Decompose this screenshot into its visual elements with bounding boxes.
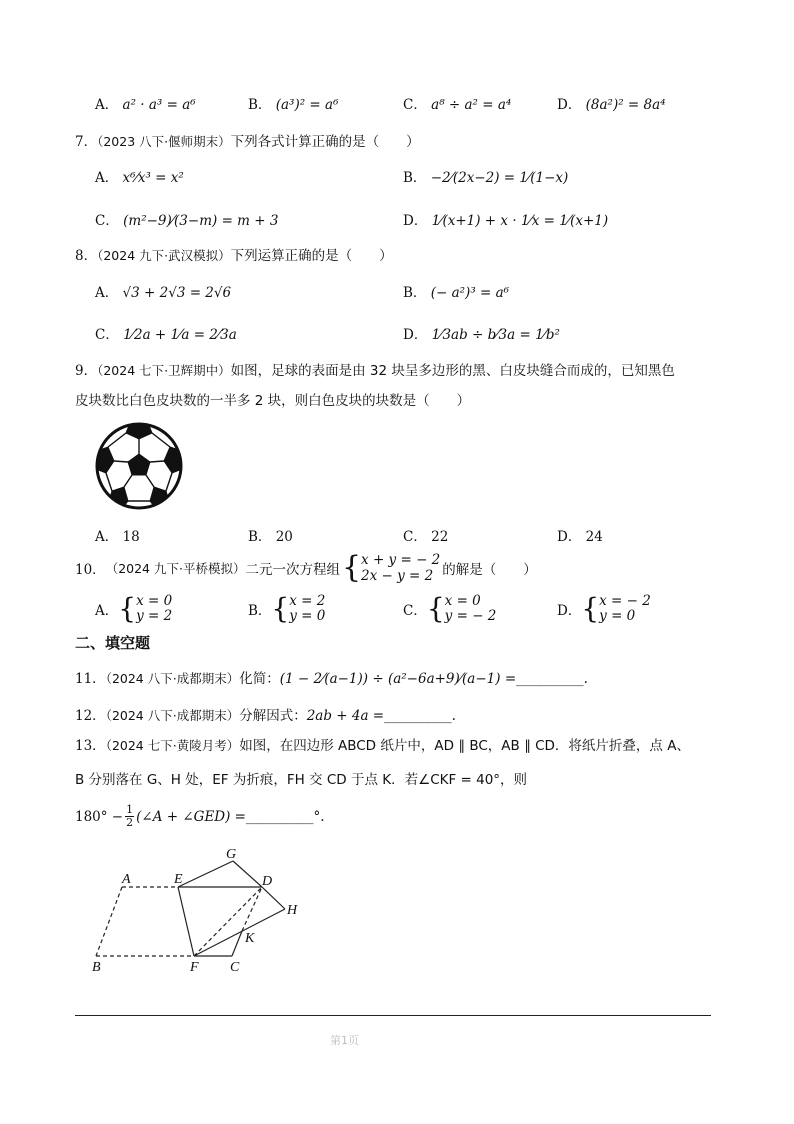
answer-blank[interactable]: __________	[516, 671, 584, 687]
end-punct: .	[583, 671, 588, 687]
option-expr: −2⁄(2x−2) = 1⁄(1−x)	[430, 170, 569, 186]
option-expr: 24	[585, 529, 603, 545]
section-title: 二、填空题	[75, 634, 151, 652]
option-label: B．	[403, 170, 427, 186]
option-label: D．	[557, 529, 582, 545]
option-label: A．	[95, 285, 119, 301]
system-eq2: 2x − y = 2	[361, 568, 434, 584]
q8-option-c	[95, 323, 237, 343]
q9-option-d	[557, 525, 603, 545]
question-number: 12．	[75, 708, 106, 724]
point-label-H: H	[287, 903, 298, 918]
line3-post: (∠A + ∠GED) =	[136, 808, 246, 825]
answer-blank[interactable]: __________	[384, 708, 452, 724]
option-label: B．	[248, 529, 272, 545]
option-expr: a² · a³ = a⁶	[122, 97, 196, 113]
q10-option-d	[557, 594, 651, 624]
page-number: 第1页	[330, 1034, 359, 1047]
q10-option-a	[95, 594, 172, 624]
line3-pre: 180° −	[75, 808, 124, 825]
q10-option-c	[403, 594, 496, 624]
q6-option-a	[95, 93, 196, 113]
q7-option-c	[95, 209, 278, 229]
question-source: （2024 七下·卫辉期中）	[97, 363, 231, 378]
point-label-C: C	[230, 960, 240, 975]
option-expr: x⁶⁄x³ = x²	[122, 170, 184, 186]
option-expr: 22	[431, 529, 449, 545]
option-label: B．	[403, 285, 427, 301]
question-text: 二元一次方程组	[245, 562, 340, 578]
point-label-D: D	[262, 874, 273, 889]
point-label-E: E	[174, 872, 183, 887]
option-label: D．	[403, 327, 428, 343]
q9-option-c	[403, 525, 448, 545]
half-fraction	[125, 804, 134, 829]
option-eq1: x = − 2	[599, 593, 651, 609]
option-label: D．	[557, 97, 582, 113]
end-punct: .	[451, 708, 456, 724]
question-text: 分解因式：	[239, 708, 307, 724]
q8-option-b	[403, 281, 509, 301]
point-label-G: G	[226, 847, 237, 862]
option-expr: √3 + 2√3 = 2√6	[122, 285, 232, 301]
question-number: 10．	[75, 562, 106, 578]
fraction-numerator: 1	[126, 803, 134, 816]
question-source: （2024 八下·成都期末）	[105, 708, 240, 723]
option-label: C．	[403, 97, 427, 113]
option-label: A．	[95, 97, 119, 113]
brace: {	[341, 550, 362, 585]
q6-option-c	[403, 93, 511, 113]
question-source: （2024 七下·黄陵月考）	[105, 738, 240, 753]
edge-HF	[194, 909, 285, 956]
q13-stem-line3	[75, 804, 325, 829]
point-label-A: A	[122, 872, 131, 887]
brace: {	[581, 592, 600, 625]
q9-option-b	[248, 525, 293, 545]
edge-DH	[262, 887, 285, 909]
option-label: D．	[557, 603, 582, 619]
answer-blank[interactable]: __________	[246, 808, 314, 825]
option-eq1: x = 2	[289, 593, 326, 609]
option-eq2: y = − 2	[444, 608, 497, 624]
equation-system	[342, 552, 440, 584]
q6-option-d	[557, 93, 666, 113]
question-text: 如图，足球的表面是由 32 块呈多边形的黑、白皮块缝合而成的，已知黑色	[230, 363, 675, 379]
quadrilateral-fold-figure	[90, 845, 310, 975]
option-expr: 1⁄(x+1) + x · 1⁄x = 1⁄(x+1)	[431, 213, 609, 229]
dashed-edge-KD	[242, 887, 262, 931]
question-source: （2024 八下·成都期末）	[105, 671, 240, 686]
end-punct: °.	[313, 808, 325, 825]
q6-option-b	[248, 93, 338, 113]
edge-CK	[232, 931, 242, 956]
option-label: B．	[248, 97, 272, 113]
question-text: 下列各式计算正确的是（ ）	[230, 134, 420, 150]
q7-option-a	[95, 166, 184, 186]
q13-stem-line2: B 分别落在 G、H 处，EF 为折痕，FH 交 CD 于点 K．若∠CKF = 40°，则	[75, 772, 528, 788]
fraction-denominator: 2	[126, 816, 134, 829]
question-source: （2023 八下·偃师期末）	[97, 134, 231, 149]
q12	[75, 704, 456, 724]
q7-option-b	[403, 166, 568, 186]
question-text: 下列运算正确的是（ ）	[230, 248, 393, 264]
option-eq2: y = 0	[599, 608, 636, 624]
question-number: 9．	[75, 363, 98, 379]
question-number: 8．	[75, 248, 98, 264]
brace: {	[271, 592, 290, 625]
brace: {	[118, 592, 137, 625]
q8-option-a	[95, 281, 231, 301]
q10-stem	[75, 552, 537, 584]
question-text: 如图，在四边形 ABCD 纸片中，AD ∥ BC，AB ∥ CD．将纸片折叠，点 A、	[239, 738, 690, 754]
option-label: A．	[95, 529, 119, 545]
option-eq2: y = 2	[136, 608, 173, 624]
soccer-ball-figure	[94, 421, 184, 511]
q9-option-a	[95, 525, 140, 545]
question-number: 13．	[75, 738, 106, 754]
q9-stem-line2: 皮块数比白色皮块数的一半多 2 块，则白色皮块的块数是（ ）	[75, 393, 471, 409]
question-number: 7．	[75, 134, 98, 150]
question-expr: 2ab + 4a =	[306, 708, 385, 724]
option-expr: 18	[122, 529, 140, 545]
question-text-end: 的解是（ ）	[442, 562, 537, 578]
option-label: A．	[95, 603, 119, 619]
q11	[75, 667, 588, 687]
option-expr: (m²−9)⁄(3−m) = m + 3	[123, 213, 279, 229]
question-source: （2024 九下·平桥模拟）	[105, 561, 246, 576]
q8-stem	[75, 244, 393, 264]
question-expr: (1 − 2⁄(a−1)) ÷ (a²−6a+9)⁄(a−1) =	[279, 671, 517, 687]
option-expr: 1⁄2a + 1⁄a = 2⁄3a	[123, 327, 237, 343]
q13-stem-line1	[75, 734, 690, 754]
option-expr: (− a²)³ = a⁶	[430, 285, 510, 301]
q8-option-d	[403, 323, 560, 343]
q10-option-b	[248, 594, 325, 624]
option-label: B．	[248, 603, 272, 619]
option-eq1: x = 0	[136, 593, 173, 609]
option-eq2: y = 0	[289, 608, 326, 624]
footer-rule	[75, 1015, 711, 1016]
option-label: A．	[95, 170, 119, 186]
question-number: 11．	[75, 671, 106, 687]
question-text: 化简：	[239, 671, 280, 687]
point-label-B: B	[92, 960, 101, 975]
point-label-F: F	[190, 960, 199, 975]
q9-stem-line1	[75, 359, 675, 379]
q7-stem	[75, 130, 420, 150]
option-eq1: x = 0	[444, 593, 481, 609]
option-expr: (8a²)² = 8a⁴	[585, 97, 666, 113]
system-eq1: x + y = − 2	[361, 552, 441, 568]
option-label: D．	[403, 213, 428, 229]
question-source: （2024 九下·武汉模拟）	[97, 248, 231, 263]
option-expr: a⁸ ÷ a² = a⁴	[431, 97, 512, 113]
q7-option-d	[403, 209, 608, 229]
edge-EF	[178, 887, 194, 956]
edge-EG	[178, 861, 233, 887]
option-label: C．	[95, 213, 119, 229]
edge-GD	[233, 861, 262, 887]
dashed-edge-AB	[96, 887, 122, 956]
option-expr: (a³)² = a⁶	[275, 97, 339, 113]
brace: {	[426, 592, 445, 625]
point-label-K: K	[245, 931, 255, 946]
option-label: C．	[95, 327, 119, 343]
option-label: C．	[403, 603, 427, 619]
option-label: C．	[403, 529, 427, 545]
option-expr: 20	[275, 529, 293, 545]
option-expr: 1⁄3ab ÷ b⁄3a = 1⁄b²	[431, 327, 560, 343]
